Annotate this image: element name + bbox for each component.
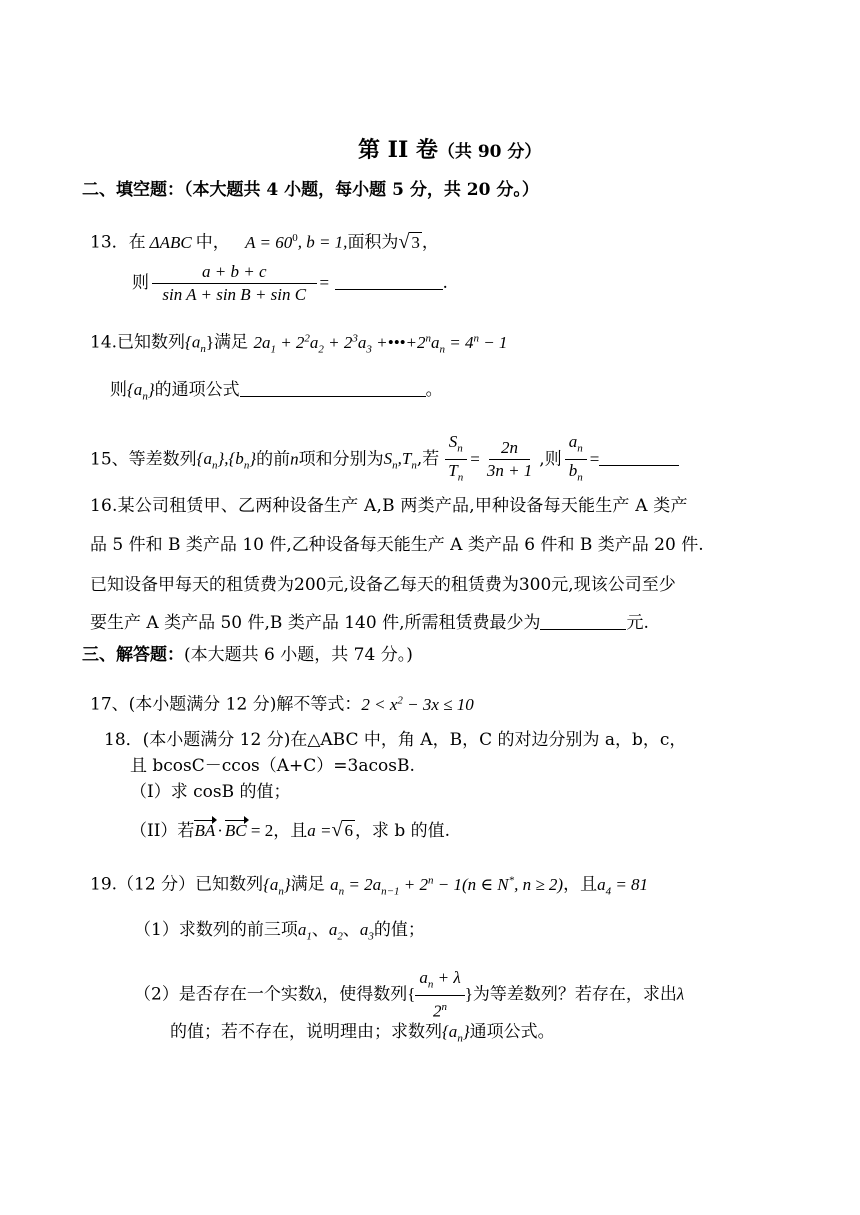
question-13-line1 xyxy=(90,226,439,255)
question-16-line2: 品 5 件和 B 类产品 10 件,乙种设备每天能生产 A 类产品 6 件和 B 类产品 20 件. xyxy=(90,535,704,555)
q15-answer-blank[interactable] xyxy=(599,447,679,466)
question-19-part2: （2）是否存在一个实数λ，使得数列{ $\frac{a_n + \lambda}{2^n}$ }为等差数列？若存在，求出λ xyxy=(134,968,685,1022)
q16-answer-blank[interactable] xyxy=(540,611,626,630)
q13-comma: ， xyxy=(421,232,439,253)
q13-triangle: ΔABC xyxy=(149,232,192,252)
question-14-line1: 14.已知数列$\{a_n\}$满足 $2a_1 + 2^2a_2 + 2^3a_3$ $+•••+2^na_n = 4^n - 1$ xyxy=(90,332,508,356)
question-14-line2: 则$\{a_n\}$的通项公式 。 xyxy=(110,380,443,403)
q13-sqrt: √ 3 xyxy=(398,230,420,253)
question-17: 17、(本小题满分 12 分)解不等式：$2 < x^2 - 3x \le 10$ xyxy=(90,694,474,715)
q14-formula: $2a_1 + 2^2a_2 + 2^3a_3$ $+•••+2^na_n = 4^n - 1$ xyxy=(253,332,508,356)
q15-fraction-st: $\frac{S_n}{T_n}$ xyxy=(444,432,467,488)
question-19-line1: 19.（12 分）已知数列$\{a_n\}$满足 $a_n = 2a_{n-1} + 2^n - 1(n$ ∈ N*, n ≥ 2)，且$a_4 = 81$ xyxy=(90,874,649,898)
vector-bc: BC xyxy=(225,819,247,843)
q13-deg: 0 xyxy=(292,232,298,244)
question-18-line1: 18．(本小题满分 12 分)在△ABC 中，角 A，B，C 的对边分别为 a，b，c， xyxy=(104,730,687,750)
question-16-line3: 已知设备甲每天的租赁费为200元,设备乙每天的租赁费为300元,现该公司至少 xyxy=(90,575,676,595)
q13-text: 中， xyxy=(195,232,230,253)
q13-label: 13．在 xyxy=(90,232,146,253)
q15-fraction-ab: $\frac{a_n}{b_n}$ xyxy=(565,432,587,488)
question-15: 15、等差数列$\{a_n\},\{b_n\}$的前n项和分别为$S_n,T_n$,若 $\frac{S_n}{T_n}$ = $\frac{2n}{3n + 1}$ ,则 $\frac{a_n}{b_n}$ = xyxy=(90,432,679,488)
q13-eq: = xyxy=(319,273,330,292)
question-18-line3: （I）求 cosB 的值； xyxy=(130,782,291,802)
question-16-line1: 16.某公司租赁甲、乙两种设备生产 A,B 两类产品,甲种设备每天能生产 A 类产 xyxy=(90,496,688,516)
q19-fraction: $\frac{a_n + \lambda}{2^n}$ xyxy=(415,968,464,1022)
q19-recurrence: $a_n = 2a_{n-1} + 2^n - 1(n$ ∈ N*, n ≥ 2) xyxy=(330,874,564,898)
question-18-line2: 且 bcosC－ccos（A+C）=3acosB. xyxy=(130,756,415,776)
q13-then: 则 xyxy=(132,273,149,293)
question-19-part1: （1）求数列的前三项$a_1$、$a_2$、$a_3$的值； xyxy=(134,920,425,943)
q15-fraction-n: $\frac{2n}{3n + 1}$ xyxy=(486,438,533,481)
page-title xyxy=(358,138,541,164)
q13-cond2: , b = 1, xyxy=(297,232,348,252)
question-19-part3: 的值；若不存在，说明理由；求数列$\{a_n\}$通项公式。 xyxy=(170,1022,555,1045)
title-main: 第 II 卷 xyxy=(358,137,438,163)
vector-ba: BA xyxy=(194,819,215,843)
question-18-line4: （II）若BA · BC = 2，且a =√ 6 ，求 b 的值. xyxy=(130,819,451,841)
question-13-line2: 则 $\frac{a + b + c}{\text{sin A + sin B + sin C}}$ = . xyxy=(132,262,448,304)
question-16-line4: 要生产 A 类产品 50 件,B 类产品 140 件,所需租赁费最少为 元. xyxy=(90,613,649,633)
title-score: （共 90 分） xyxy=(437,142,542,162)
q13-cond: A = 60 xyxy=(245,232,293,252)
q17-inequality: $2 < x^2 - 3x \le 10$ xyxy=(361,694,474,714)
q13-answer-blank[interactable] xyxy=(335,271,443,290)
q14-label: 14.已知数列 xyxy=(90,332,186,353)
q14-answer-blank[interactable] xyxy=(240,378,426,397)
section-3-heading: 三、解答题：(本大题共 6 小题，共 74 分。) xyxy=(82,645,413,665)
q13-fraction: $\frac{a + b + c}{\text{sin A + sin B + sin C}}$ xyxy=(152,262,317,305)
q18-sqrt: √ 6 xyxy=(331,819,353,841)
section-2-heading: 二、填空题：（本大题共 4 小题，每小题 5 分，共 20 分。） xyxy=(82,180,539,200)
q13-area-text: 面积为 xyxy=(347,232,399,253)
